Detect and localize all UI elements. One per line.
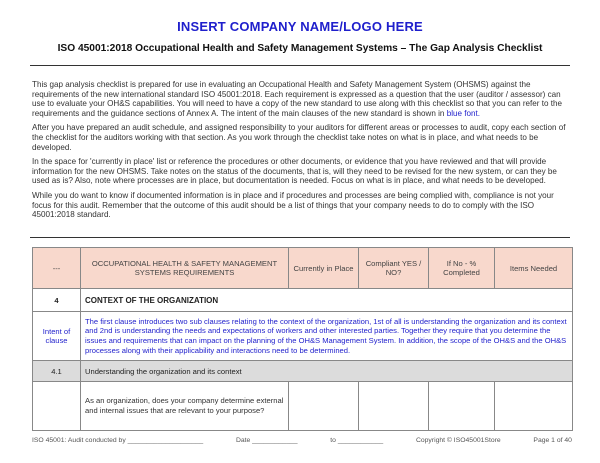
header-currently-in-place: Currently in Place [289,248,359,289]
compliant-cell[interactable] [359,382,429,431]
gap-analysis-table [32,247,573,431]
currently-in-place-cell[interactable] [289,382,359,431]
subsection-title: Understanding the organization and its context [81,361,573,382]
intro-paragraph-4: While you do want to know if documented information is in place and if procedures and processes are being complied with, compliance is not your focus for this audit. Remember that the outcome of this audit should be a list of things that your company needs to do to comply with the ISO 45001:2018 standard. [32,190,554,220]
question-number-cell [33,382,81,431]
intro-paragraph-2: After you have prepared an audit schedule, and assigned responsibility to your auditors for different areas or processes to audit, copy each section of the checklist for the auditors working with that section. As you work through the checklist take notes on what is in place, and what needs to be developed. [32,123,566,152]
if-no-completed-cell[interactable] [429,382,495,431]
header-requirements: OCCUPATIONAL HEALTH & SAFETY MANAGEMENT SYSTEMS REQUIREMENTS [81,248,289,289]
footer-copyright: Copyright © ISO45001Store [415,437,501,444]
intro-paragraph-1 [32,80,572,118]
header-compliant: Compliant YES / NO? [359,248,429,289]
header-items-needed: Items Needed [495,248,573,289]
footer-date: Date ____________ [235,437,298,444]
items-needed-cell[interactable] [495,382,573,431]
header-number: --- [33,248,81,289]
intro-paragraph-1-text: This gap analysis checklist is prepared for use in evaluating an Occupational Health and Safety Management System (OHSMS) against the requirements of the new international standard ISO 45001:2018. Each requirement is expressed as a question that the user (auditor / assessor) can use to evaluate your OH&S capabilities. You will need to have a copy of the new standard to use along with this checklist so that you can refer to the requirements and the guidance sections of Annex A. The intent of the main clauses of the new standard is shown in [32,80,563,118]
section-number: 4 [33,289,81,312]
intro-paragraph-3: In the space for 'currently in place' list or reference the procedures or other documents, or evidence that you have reviewed and that will provide information for the new OHSMS. Take notes on the status of the documents, that is, will they need to be revised for the new system, or can they be used as is? Also, note where processes are in place, but documentation is needed. Focus on what is in place, and what needs to be developed. [32,157,557,186]
company-logo-placeholder: INSERT COMPANY NAME/LOGO HERE [177,19,423,34]
question-row [33,382,573,431]
page-footer [32,437,572,444]
blue-font-note: blue font. [446,108,480,118]
intent-label: Intent of clause [33,312,81,361]
intent-row [33,312,573,361]
section-title: CONTEXT OF THE ORGANIZATION [81,289,573,312]
intro-divider [30,237,570,238]
subsection-number: 4.1 [33,361,81,382]
question-text: As an organization, does your company determine external and internal issues that are relevant to your purpose? [81,382,289,431]
footer-audit-by: ISO 45001: Audit conducted by ____________________ [32,437,204,444]
title-divider [30,65,570,66]
document-title: ISO 45001:2018 Occupational Health and Safety Management Systems – The Gap Analysis Checklist [57,43,543,54]
intro-text [32,80,572,225]
subsection-row [33,361,573,382]
header-if-no-completed: If No - % Completed [429,248,495,289]
footer-to: to ____________ [330,437,384,444]
section-row [33,289,573,312]
table-header-row [33,248,573,289]
footer-page-number: Page 1 of 40 [533,437,572,444]
intent-text: The first clause introduces two sub clauses relating to the context of the organization, 1st of all is understanding the organization and its context and 2nd is understanding the needs and expectations of workers and other interested parties. Together they require that you determine the issues and requirements that can impact on the planning of the OH&S Management System. In addition, the scope of the OH&S and the OH&S processes along with their applicability and interactions need to be determined. [81,312,573,361]
